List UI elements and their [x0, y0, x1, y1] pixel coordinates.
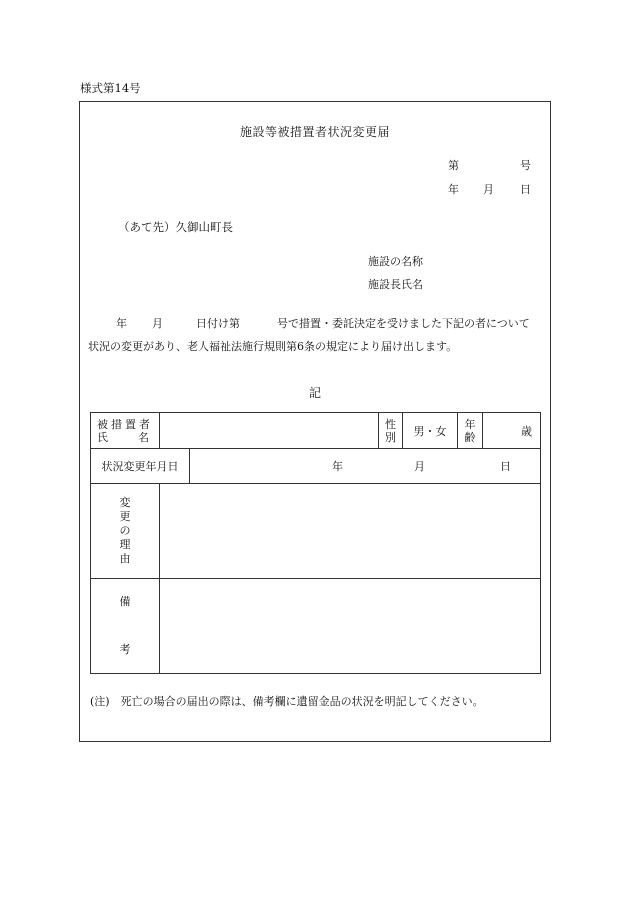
age-unit: 歳	[521, 424, 532, 438]
form-title: 施設等被措置者状況変更届	[239, 125, 390, 139]
table-row-remarks	[91, 579, 541, 674]
gender-label-char2: 別	[385, 430, 396, 444]
body-month: 月	[152, 317, 163, 330]
change-date-day: 日	[500, 460, 511, 473]
body-rest: 号で措置・委託決定を受けました下記の者について	[277, 317, 530, 330]
reason-char-4: 理	[119, 538, 131, 551]
remarks-label	[91, 579, 160, 674]
body-day-dated: 日付け第	[196, 317, 240, 330]
person-label-mei: 名	[138, 430, 149, 444]
form-number: 様式第14号	[80, 81, 141, 95]
change-reason-field[interactable]	[160, 484, 541, 579]
change-reason-label	[91, 484, 160, 579]
gender-options[interactable]: 男・女	[403, 413, 458, 449]
footnote: (注) 死亡の場合の届出の際は、備考欄に遺留金品の状況を明記してください。	[90, 695, 484, 708]
body-text-line2: 状況の変更があり、老人福祉法施行規則第6条の規定により届け出します。	[88, 340, 458, 353]
age-label	[458, 413, 483, 449]
person-label-shi: 氏	[97, 430, 108, 444]
change-date-field[interactable]	[190, 449, 541, 484]
facility-name-label: 施設の名称	[368, 255, 423, 268]
person-label-line1: 被措置者	[97, 417, 153, 431]
reason-char-1: 変	[119, 496, 131, 509]
change-date-year: 年	[332, 460, 343, 473]
doc-number-suffix: 号	[520, 159, 531, 172]
change-date-month: 月	[414, 460, 425, 473]
doc-number-prefix: 第	[448, 159, 459, 172]
gender-label-char1: 性	[385, 417, 396, 431]
addressee: （あて先）久御山町長	[118, 220, 233, 234]
remarks-char-2: 考	[119, 643, 131, 656]
age-label-char1: 年	[464, 417, 476, 431]
doc-date-day: 日	[520, 183, 531, 196]
person-name-field[interactable]	[160, 413, 379, 449]
person-name-label	[91, 413, 160, 449]
form-frame	[79, 101, 551, 742]
table-row-person	[91, 413, 541, 449]
doc-date-month: 月	[483, 183, 494, 196]
age-label-char2: 齢	[464, 430, 476, 444]
body-year: 年	[116, 317, 127, 330]
age-field[interactable]	[483, 413, 541, 449]
reason-char-3: の	[119, 524, 131, 537]
remarks-char-1: 備	[119, 595, 131, 608]
remarks-field[interactable]	[160, 579, 541, 674]
gender-label	[379, 413, 403, 449]
director-name-label: 施設長氏名	[368, 278, 423, 291]
table-row-change-date	[91, 449, 541, 484]
change-date-label: 状況変更年月日	[91, 449, 190, 484]
reason-char-2: 更	[119, 510, 131, 523]
ki-heading: 記	[308, 386, 321, 400]
reason-char-5: 由	[119, 552, 131, 565]
details-table	[90, 412, 541, 674]
table-row-reason	[91, 484, 541, 579]
doc-date-year: 年	[448, 183, 459, 196]
